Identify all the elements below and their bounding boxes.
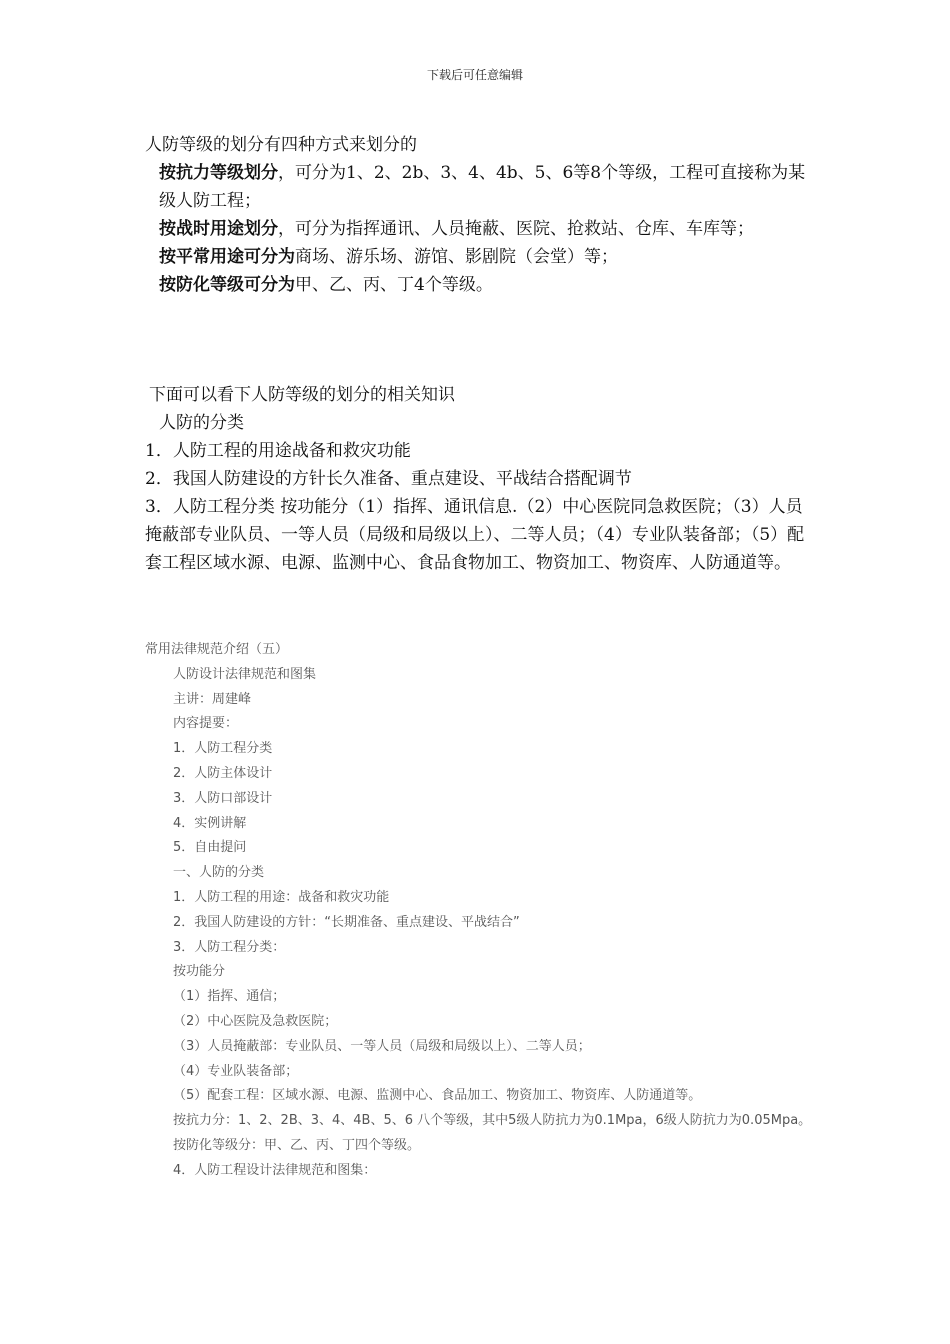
list-item: （5）配套工程：区域水源、电源、监测中心、食品加工、物资加工、物资库、人防通道等。 bbox=[173, 1088, 702, 1104]
item-bold-label: 按平常用途可分为 bbox=[159, 247, 295, 267]
list-item: 1．人防工程的用途：战备和救灾功能 bbox=[173, 889, 390, 905]
item-bold-label: 按抗力等级划分 bbox=[159, 163, 278, 183]
item-peacetime-use bbox=[145, 243, 815, 271]
list-item: 按防化等级分：甲、乙、丙、丁四个等级。 bbox=[173, 1137, 421, 1153]
list-item: （4）专业队装备部； bbox=[173, 1063, 299, 1079]
list-item: 按功能分 bbox=[173, 964, 226, 980]
section-subheading: 人防的分类 bbox=[159, 413, 244, 433]
list-item: 2．我国人防建设的方针：“长期准备、重点建设、平战结合” bbox=[173, 914, 520, 930]
list-item: 主讲：周建峰 bbox=[173, 691, 252, 707]
section-heading: 下面可以看下人防等级的划分的相关知识 bbox=[149, 385, 455, 405]
list-item: 内容提要： bbox=[173, 716, 239, 732]
list-item: 按抗力分：1、2、2B、3、4、4B、5、6 八个等级，其中5级人防抗力为0.1Mpa，6级人防抗力为0.05Mpa。 bbox=[173, 1113, 812, 1129]
item-chemical-defense bbox=[145, 271, 815, 299]
list-item: （2）中心医院及急救医院； bbox=[173, 1013, 338, 1029]
list-item: （1）指挥、通信； bbox=[173, 989, 286, 1005]
list-item: 3．人防工程分类 按功能分（1）指挥、通讯信息.（2）中心医院同急救医院；（3）人员掩蔽部专业队员、一等人员（局级和局级以上）、二等人员；（4）专业队装备部；（5）配套工程区域水源、电源、监测中心、食品食物加工、物资加工、物资库、人防通道等。 bbox=[145, 497, 805, 573]
item-text: ，可分为1、2、2b、3、4、4b、5、6等8个等级，工程可直接称为某级人防工程； bbox=[159, 163, 806, 211]
list-item: 1．人防工程分类 bbox=[173, 741, 273, 757]
list-item: 2．人防主体设计 bbox=[173, 765, 273, 781]
item-text: 商场、游乐场、游馆、影剧院（会堂）等； bbox=[295, 247, 618, 267]
list-item: 1．人防工程的用途战备和救灾功能 bbox=[145, 441, 411, 461]
list-item: 一、人防的分类 bbox=[173, 865, 265, 881]
list-item: 2．我国人防建设的方针长久准备、重点建设、平战结合搭配调节 bbox=[145, 469, 632, 489]
item-resistance-level bbox=[145, 159, 815, 215]
list-item: 4．实例讲解 bbox=[173, 815, 247, 831]
item-text: ，可分为指挥通讯、人员掩蔽、医院、抢救站、仓库、车库等； bbox=[278, 219, 754, 239]
section-classification-methods bbox=[145, 131, 815, 299]
list-item: （3）人员掩蔽部：专业队员、一等人员（局级和局级以上）、二等人员； bbox=[173, 1038, 591, 1054]
section-related-knowledge bbox=[145, 381, 815, 577]
header-note: 下载后可任意编辑 bbox=[426, 68, 523, 82]
item-text: 甲、乙、丙、丁4个等级。 bbox=[295, 275, 493, 295]
list-item: 3．人防口部设计 bbox=[173, 790, 273, 806]
section-title: 常用法律规范介绍（五） bbox=[145, 642, 289, 657]
item-wartime-use bbox=[145, 215, 815, 243]
list-item: 人防设计法律规范和图集 bbox=[173, 666, 317, 682]
item-bold-label: 按防化等级可分为 bbox=[159, 275, 295, 295]
item-bold-label: 按战时用途划分 bbox=[159, 219, 278, 239]
list-item: 5．自由提问 bbox=[173, 840, 247, 856]
list-item: 3．人防工程分类： bbox=[173, 939, 286, 955]
list-item: 4．人防工程设计法律规范和图集： bbox=[173, 1162, 377, 1178]
section-intro: 人防等级的划分有四种方式来划分的 bbox=[145, 135, 417, 155]
section-law-norms bbox=[145, 638, 815, 1184]
